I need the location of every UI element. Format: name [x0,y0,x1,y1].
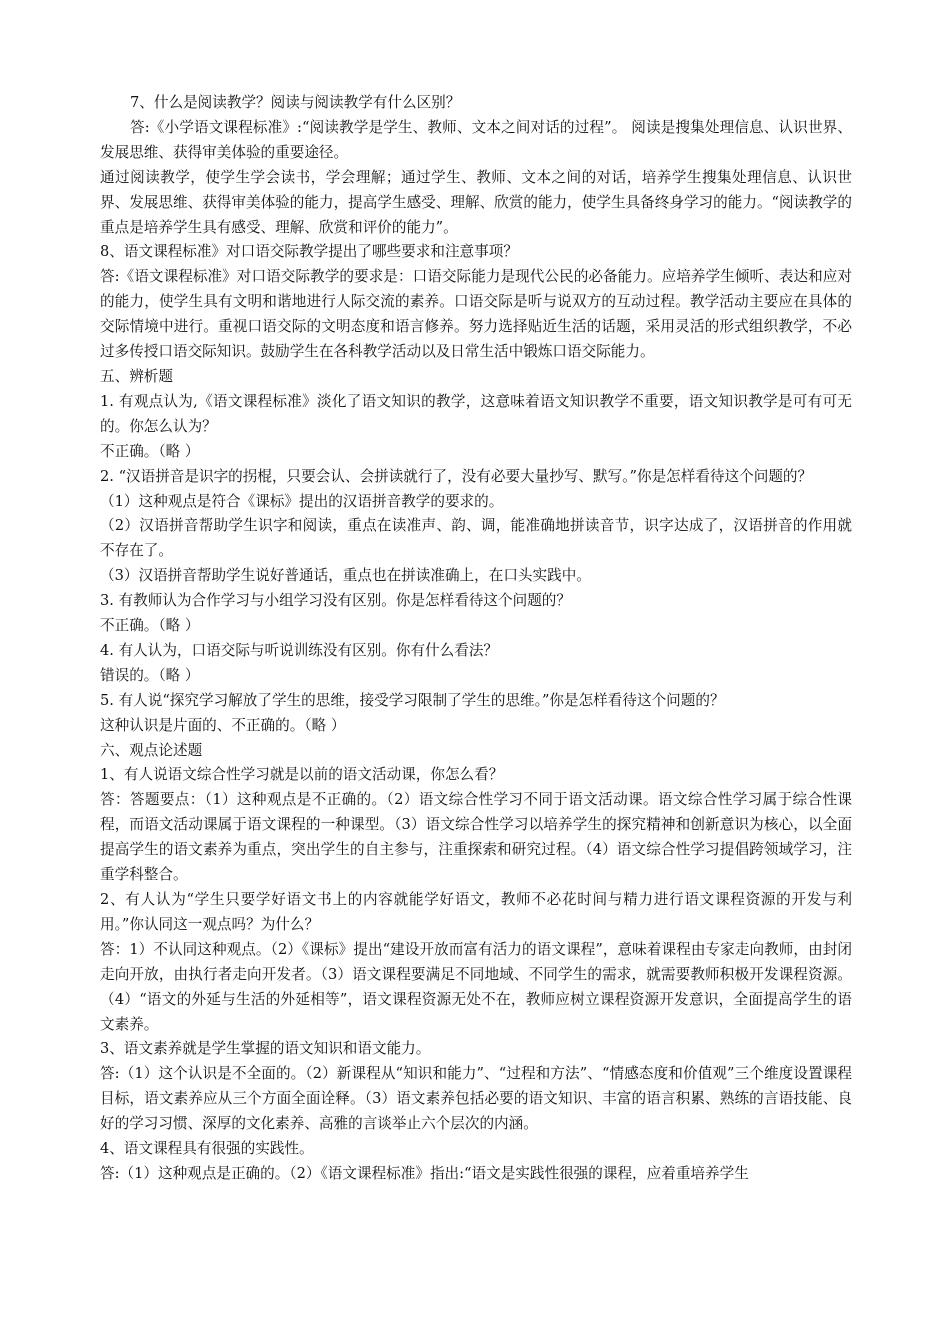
question-6-1: 1、有人说语文综合性学习就是以前的语文活动课，你怎么看？ [100,766,504,784]
question-8: 8、语文课程标准》对口语交际教学提出了哪些要求和注意事项？ [100,243,518,261]
question-5-2: 2. “汉语拼音是识字的拐棍，只要会认、会拼读就行了，没有必要大量抄写、默写。”你是怎样看待这个问题的？ [100,467,813,485]
question-5-3: 3. 有教师认为合作学习与小组学习没有区别。你是怎样看待这个问题的？ [100,592,571,610]
answer-5-4: 错误的。（略 ） [100,666,200,684]
question-5-4: 4. 有人认为，口语交际与听说训练没有区别。你有什么看法？ [100,641,499,659]
answer-7-part2: 通过阅读教学，使学生学会读书，学会理解；通过学生、教师、文本之间的对话，培养学生搜集处理信息、认识世界、发展思维、获得审美体验的能力，提高学生感受、理解、欣赏的能力，使学生具备终身学习的能力。“阅读教学的重点是培养学生具有感受、理解、欣赏和评价的能力”。 [100,168,852,236]
question-6-3: 3、语文素养就是学生掌握的语文知识和语文能力。 [100,1040,431,1058]
answer-6-1: 答：答题要点：（1）这种观点是不正确的。（2）语文综合性学习不同于语文活动课。语文综合性学习属于综合性课程，而语文活动课属于语文课程的一种课型。（3）语文综合性学习以培养学生的探究精神和创新意识为核心，以全面提高学生的语文素养为重点，突出学生的自主参与，注重探索和研究过程。（4）语文综合性学习提倡跨领域学习，注重学科整合。 [100,791,852,884]
answer-5-2-point2: （2）汉语拼音帮助学生识字和阅读，重点在读准声、韵、调，能准确地拼读音节，识字达成了，汉语拼音的作用就不存在了。 [100,517,852,560]
section-heading-5: 五、辨析题 [100,367,173,385]
answer-5-3: 不正确。（略 ） [100,617,200,635]
question-7: 7、什么是阅读教学？阅读与阅读教学有什么区别？ [130,94,461,111]
answer-5-5: 这种认识是片面的、不正确的。（略 ） [100,716,346,734]
question-6-4: 4、语文课程具有很强的实践性。 [100,1140,314,1158]
answer-6-2: 答：1）不认同这种观点。（2）《课标》提出“建设开放而富有活力的语文课程”，意味着课程由专家走向教师，由封闭走向开放，由执行者走向开发者。（3）语文课程要满足不同地域、不同学生的需求，就需要教师积极开发课程资源。（4）“语文的外延与生活的外延相等”，语文课程资源无处不在，教师应树立课程资源开发意识，全面提高学生的语文素养。 [100,940,852,1033]
answer-5-2-point1: （1）这种观点是符合《课标》提出的汉语拼音教学的要求的。 [100,492,504,510]
answer-7-part1: 答:《小学语文课程标准》:“阅读教学是学生、教师、文本之间对话的过程”。 阅读是搜集处理信息、认识世界、发展思维、获得审美体验的重要途径。 [100,118,852,161]
document-page [100,91,852,1187]
answer-5-2-point3: （3）汉语拼音帮助学生说好普通话，重点也在拼读准确上，在口头实践中。 [100,567,591,585]
answer-5-1: 不正确。（略 ） [100,442,200,460]
answer-6-3: 答:（1）这个认识是不全面的。（2）新课程从“知识和能力”、“过程和方法”、“情感态度和价值观”三个维度设置课程目标，语文素养应从三个方面全面诠释。（3）语文素养包括必要的语文知识、丰富的语言积累、熟练的言语技能、良好的学习习惯、深厚的文化素养、高雅的言谈举止六个层次的内涵。 [100,1065,852,1133]
question-5-1: 1. 有观点认为,《语文课程标准》淡化了语文知识的教学，这意味着语文知识教学不重要，语文知识教学是可有可无的。你怎么认为？ [100,392,852,435]
answer-6-4: 答:（1）这种观点是正确的。（2）《语文课程标准》指出:“语文是实践性很强的课程，应着重培养学生 [100,1164,749,1182]
answer-8: 答:《语文课程标准》对口语交际教学的要求是：口语交际能力是现代公民的必备能力。应培养学生倾听、表达和应对的能力，使学生具有文明和谐地进行人际交流的素养。口语交际是听与说双方的互动过程。教学活动主要应在具体的交际情境中进行。重视口语交际的文明态度和语言修养。努力选择贴近生活的话题，采用灵活的形式组织教学，不必过多传授口语交际知识。鼓励学生在各科教学活动以及日常生活中锻炼口语交际能力。 [100,268,852,361]
section-heading-6: 六、观点论述题 [100,741,203,759]
question-5-5: 5. 有人说“探究学习解放了学生的思维，接受学习限制了学生的思维。”你是怎样看待这个问题的？ [100,691,725,709]
question-6-2: 2、有人认为“学生只要学好语文书上的内容就能学好语文，教师不必花时间与精力进行语文课程资源的开发与利用。”你认同这一观点吗？为什么？ [100,891,852,933]
